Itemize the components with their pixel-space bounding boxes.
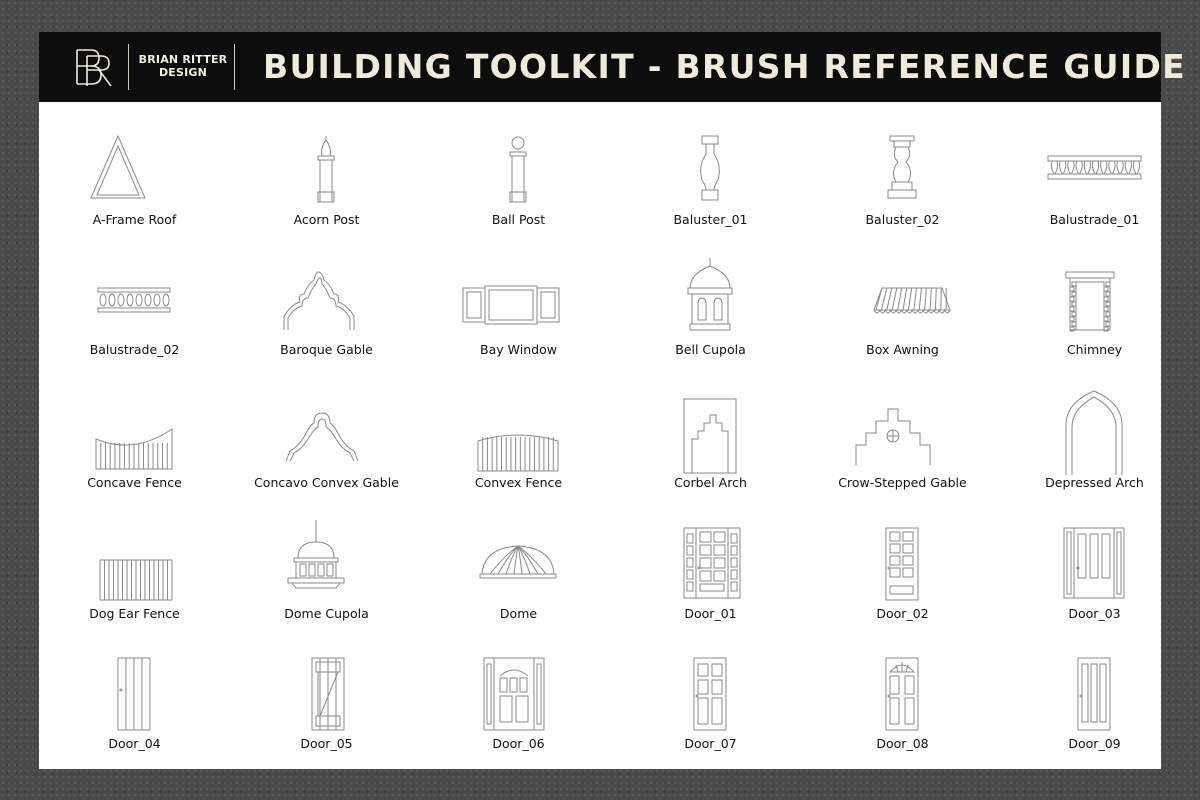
brush-tile	[615, 640, 806, 770]
bay-window-icon	[448, 256, 589, 340]
balustrade-01-icon	[1024, 126, 1165, 210]
door-04-icon	[64, 650, 205, 734]
door-06-icon	[448, 650, 589, 734]
balustrade-02-icon	[64, 256, 205, 340]
brush-label: Bell Cupola	[675, 342, 746, 357]
brush-tile	[615, 379, 806, 509]
baroque-gable-icon	[256, 256, 397, 340]
brush-tile	[231, 640, 422, 770]
acorn-post-icon	[256, 126, 397, 210]
brush-label: Door_07	[684, 736, 737, 751]
brush-label: Dome	[499, 606, 538, 621]
dome-icon	[448, 520, 589, 604]
brush-tile	[807, 379, 998, 509]
header-divider	[234, 44, 235, 90]
depressed-arch-icon	[1024, 389, 1165, 473]
brush-tile	[423, 116, 614, 246]
brush-tile	[39, 116, 230, 246]
corbel-arch-icon	[640, 389, 781, 473]
brush-tile	[807, 640, 998, 770]
brush-tile	[807, 246, 998, 376]
brush-tile	[423, 379, 614, 509]
convex-fence-icon	[448, 389, 589, 473]
brush-tile	[999, 510, 1190, 640]
brush-label: Door_08	[876, 736, 929, 751]
header-divider	[128, 44, 129, 90]
dog-ear-fence-icon	[64, 520, 205, 604]
brush-label: Convex Fence	[474, 475, 563, 490]
header-bar	[39, 32, 1186, 102]
brush-label: Door_01	[684, 606, 737, 621]
brush-label: Door_05	[300, 736, 353, 751]
brush-tile	[999, 640, 1190, 770]
brush-label: Concavo Convex Gable	[254, 475, 399, 490]
brush-label: Acorn Post	[293, 212, 360, 227]
brush-label: Balustrade_01	[1049, 212, 1140, 227]
brush-label: Box Awning	[866, 342, 939, 357]
brand-line-2: DESIGN	[158, 66, 208, 79]
brush-label: Chimney	[1066, 342, 1123, 357]
brand-logo-icon	[71, 46, 115, 88]
brush-grid	[39, 102, 1161, 769]
brush-tile	[39, 379, 230, 509]
ball-post-icon	[448, 126, 589, 210]
logo-monogram: BR	[71, 46, 73, 47]
brush-label: A-Frame Roof	[92, 212, 177, 227]
brush-tile	[807, 116, 998, 246]
brush-label: Baluster_02	[865, 212, 940, 227]
door-01-icon	[640, 520, 781, 604]
brush-tile	[231, 379, 422, 509]
door-08-icon	[832, 650, 973, 734]
brush-label: Door_04	[108, 736, 161, 751]
brush-tile	[999, 379, 1190, 509]
brush-label: Bay Window	[480, 342, 557, 357]
brush-tile	[999, 246, 1190, 376]
concavo-convex-gable-icon	[256, 389, 397, 473]
brush-label: Door_02	[876, 606, 929, 621]
brush-tile	[39, 510, 230, 640]
brush-label: Ball Post	[491, 212, 546, 227]
concave-fence-icon	[64, 389, 205, 473]
brush-label: Door_03	[1068, 606, 1121, 621]
brush-label: Baroque Gable	[280, 342, 373, 357]
door-05-icon	[256, 650, 397, 734]
brush-label: Concave Fence	[87, 475, 182, 490]
dome-cupola-icon	[256, 520, 397, 604]
brush-tile	[615, 246, 806, 376]
page-title: BUILDING TOOLKIT - BRUSH REFERENCE GUIDE	[263, 47, 1186, 86]
brush-label: Corbel Arch	[674, 475, 747, 490]
brush-tile	[423, 510, 614, 640]
brush-label: Dog Ear Fence	[89, 606, 180, 621]
a-frame-roof-icon	[64, 126, 205, 210]
brush-label: Baluster_01	[673, 212, 748, 227]
brand-line-1: BRIAN RITTER	[138, 53, 228, 66]
brush-tile	[423, 640, 614, 770]
bell-cupola-icon	[640, 256, 781, 340]
brush-tile	[231, 246, 422, 376]
chimney-icon	[1024, 256, 1165, 340]
box-awning-icon	[832, 256, 973, 340]
brush-tile	[39, 640, 230, 770]
brush-tile	[999, 116, 1190, 246]
door-09-icon	[1024, 650, 1165, 734]
brand-name	[136, 53, 230, 79]
brush-label: Door_09	[1068, 736, 1121, 751]
crow-stepped-gable-icon	[832, 389, 973, 473]
brush-label: Door_06	[492, 736, 545, 751]
baluster-01-icon	[640, 126, 781, 210]
reference-sheet	[39, 32, 1186, 769]
brush-label: Dome Cupola	[284, 606, 369, 621]
door-07-icon	[640, 650, 781, 734]
brush-tile	[423, 246, 614, 376]
brush-tile	[39, 246, 230, 376]
door-03-icon	[1024, 520, 1165, 604]
brush-tile	[231, 510, 422, 640]
baluster-02-icon	[832, 126, 973, 210]
brush-label: Balustrade_02	[89, 342, 180, 357]
brush-label: Depressed Arch	[1045, 475, 1144, 490]
brush-tile	[615, 510, 806, 640]
brush-tile	[615, 116, 806, 246]
brush-tile	[807, 510, 998, 640]
brush-tile	[231, 116, 422, 246]
brush-label: Crow-Stepped Gable	[838, 475, 967, 490]
door-02-icon	[832, 520, 973, 604]
